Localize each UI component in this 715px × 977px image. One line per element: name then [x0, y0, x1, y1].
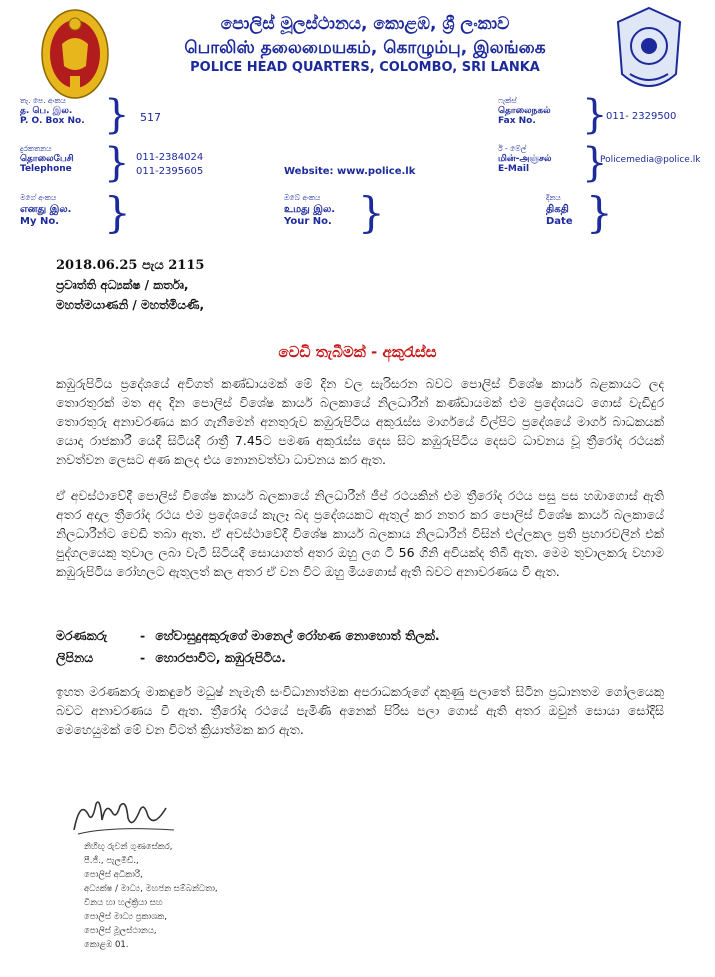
- paragraph-1: කඹුරුපිටිය ප්‍රදේශයේ අවිගත් කණ්ඩායමක් මේ දින වල සැරිසරන බවට පොලිස් විශේෂ කාර්ය බළකායට ලද තොරතුරක් මත අද දින පොලිස් විශේෂ කාර්ය බලකායේ නිලධාරීන් කණ්ඩායමක් එම ප්‍රදේශයට ගොස් වැඩිදුර තොරතුරු අනාවරණය කර ගැනීමෙන් අනතුරුව කඹුරුපිටිය අකුරැස්ස මාර්ගයේ විල්පිට ප්‍රදේශයේ මාර්ග බාධකයක් යොදා රාජකාරී යෙදී සිටියදී රාත්‍රී 7.45ට පමණ අකුරැස්ස දෙස සිට කඹුරුපිටිය දෙසට ධාවනය වූ ත්‍රීරෝද රථයක් නවත්වන ලෙසට අණ කලද එය නොනවත්වා ධාවනය කර ඇත.: [56, 376, 664, 467]
- paragraph-2: ඒ අවස්ථාවේදී පොලිස් විශේෂ කාර්ය බලකායේ නිලධාරීන් ජීප් රථයකින් එම ත්‍රීරෝද රථය පසු පස හඹාගොස් ඇති අතර අදාල ත්‍රීරෝද රථය එම ප්‍රදේශයේ කැලෑ බද ප්‍රදේශයකට ඇතුල් කර නතර කර පොලිස් විශේෂ කාර්ය බලකායේ නිලධාරීන්ට වෙඩි තබා ඇත. ඒ අවස්ථාවේදී විශේෂ කාර්ය බලකාය නිලධාරීන් විසින් එල්ලකල ප්‍රති ප්‍රහාරවලින් එක් පුද්ගලයෙකු තුවාල ලබා වැටී සිටියදී සොයාගත් අතර ඔහු ලග ටී 56 ගිනි අවියක්ද තිබී ඇත. මෙම තුවාලකරු වහාම කඹුරුපිටිය රෝහලට ඇතුලත් කල අතර ඒ වන විට ඔහු මියගොස් ඇති බවට අනාවරණය වී ඇත.: [56, 488, 664, 579]
- sri-lanka-emblem-logo: [40, 4, 110, 100]
- letterhead-title-english: POLICE HEAD QUARTERS, COLOMBO, SRI LANKA: [190, 60, 540, 75]
- handwritten-signature: [70, 790, 180, 838]
- signature-line: පොලිස් අධිකාරී,: [84, 870, 143, 880]
- address-detail: ලිපිනය - හොරපාවිට, කඹුරුපිටිය.: [56, 650, 286, 665]
- date-brace: }: [586, 188, 613, 237]
- address-value: හොරපාවිට, කඹුරුපිටිය.: [155, 650, 286, 665]
- signature-line: පී.ජී., පැලමීඩ්.,: [84, 856, 139, 866]
- telephone-value-2: 011-2395605: [136, 166, 204, 177]
- deceased-label: මරණකරු: [56, 628, 108, 643]
- signature-line: අධ්‍යක්ෂ / මාධ්‍ය, මහජන සම්බන්ධතා,: [84, 884, 218, 894]
- your-no-brace: }: [358, 188, 385, 237]
- police-crest-logo: [610, 4, 688, 100]
- paragraph-3: ඉහත මරණකරු මාකඳුරේ මධුෂ් නැමැති සංවිධානාත්මක අපරාධකරුගේ දකුණු පලාතේ සිටින ප්‍රධානතම ගෝලයෙකු බවට අනාවරණය වී ඇත. ත්‍රීරෝද රථයේ පැමිණි අනෙක් පිරිස පලා ගොස් ඇති අතර ඔවුන් සොයා සෝදිසි මෙහෙයුමක් මේ වන විටත් ක්‍රියාත්මක කර ඇත.: [56, 684, 664, 737]
- addressee-line: ප්‍රවෘත්ති අධ්‍යක්ෂ / කර්තෘ,: [56, 278, 189, 292]
- reference-line: 2018.06.25 පැය 2115: [56, 258, 205, 273]
- email-value[interactable]: Policemedia@police.lk: [600, 155, 701, 165]
- salutation-line: මහත්මයාණනි / මහත්මියණි,: [56, 298, 205, 312]
- fax-label: ෆැක්ස් தொலைநகல் Fax No.: [498, 96, 551, 126]
- website-link[interactable]: Website: www.police.lk: [284, 166, 416, 177]
- telephone-value-1: 011-2384024: [136, 152, 204, 163]
- email-label: ඊ - මේල් மின்-அஞ்சல் E-Mail: [498, 144, 552, 174]
- signature-line: පොලිස් මාධ්‍ය ප්‍රකාශක,: [84, 912, 167, 922]
- signature-line: පොලිස් මූලස්ථානය,: [84, 926, 157, 936]
- telephone-label: දුරකතනය தொலைபேசி Telephone: [20, 144, 74, 174]
- pobox-label: තැ. පෙ. අංකය த. பெ. இல. P. O. Box No.: [20, 96, 85, 126]
- letter-heading: වෙඩි තැබීමක් - අකුරැස්ස: [278, 343, 437, 361]
- fax-brace: }: [582, 92, 608, 138]
- my-no-brace: }: [104, 188, 131, 237]
- signature-block: [84, 840, 218, 952]
- signature-line: නිහිඟු රුවන් ගුණසේකර,: [84, 842, 173, 852]
- telephone-brace: }: [104, 140, 130, 186]
- letterhead-title-tamil: பொலிஸ் தலைமையகம், கொழும்பு, இலங்கை: [184, 38, 546, 58]
- letterhead-title-sinhala: පොලිස් මූලස්ථානය, කොළඹ, ශ්‍රී ලංකාව: [220, 14, 510, 34]
- email-brace: }: [582, 140, 608, 186]
- fax-value: 011- 2329500: [606, 111, 677, 122]
- pobox-value: 517: [140, 111, 161, 124]
- address-label: ලිපිනය: [56, 650, 94, 665]
- pobox-brace: }: [104, 92, 130, 138]
- signature-line: කොළඹ 01.: [84, 940, 129, 950]
- signature-line: විනය හා හල්ක්‍රියා සහ: [84, 898, 163, 908]
- deceased-value: හේවාසුදුඅකුරුගේ මානෙල් රෝහණ නොහොත් තිලක්.: [155, 628, 440, 643]
- deceased-detail: මරණකරු - හේවාසුදුඅකුරුගේ මානෙල් රෝහණ නොහොත් තිලක්.: [56, 628, 440, 643]
- your-no-label: ඔබේ අංකය உமது இல. Your No.: [284, 193, 336, 227]
- date-label: දිනය திகதி Date: [546, 193, 573, 227]
- my-no-label: මගේ අංකය எனது இல. My No.: [20, 193, 72, 227]
